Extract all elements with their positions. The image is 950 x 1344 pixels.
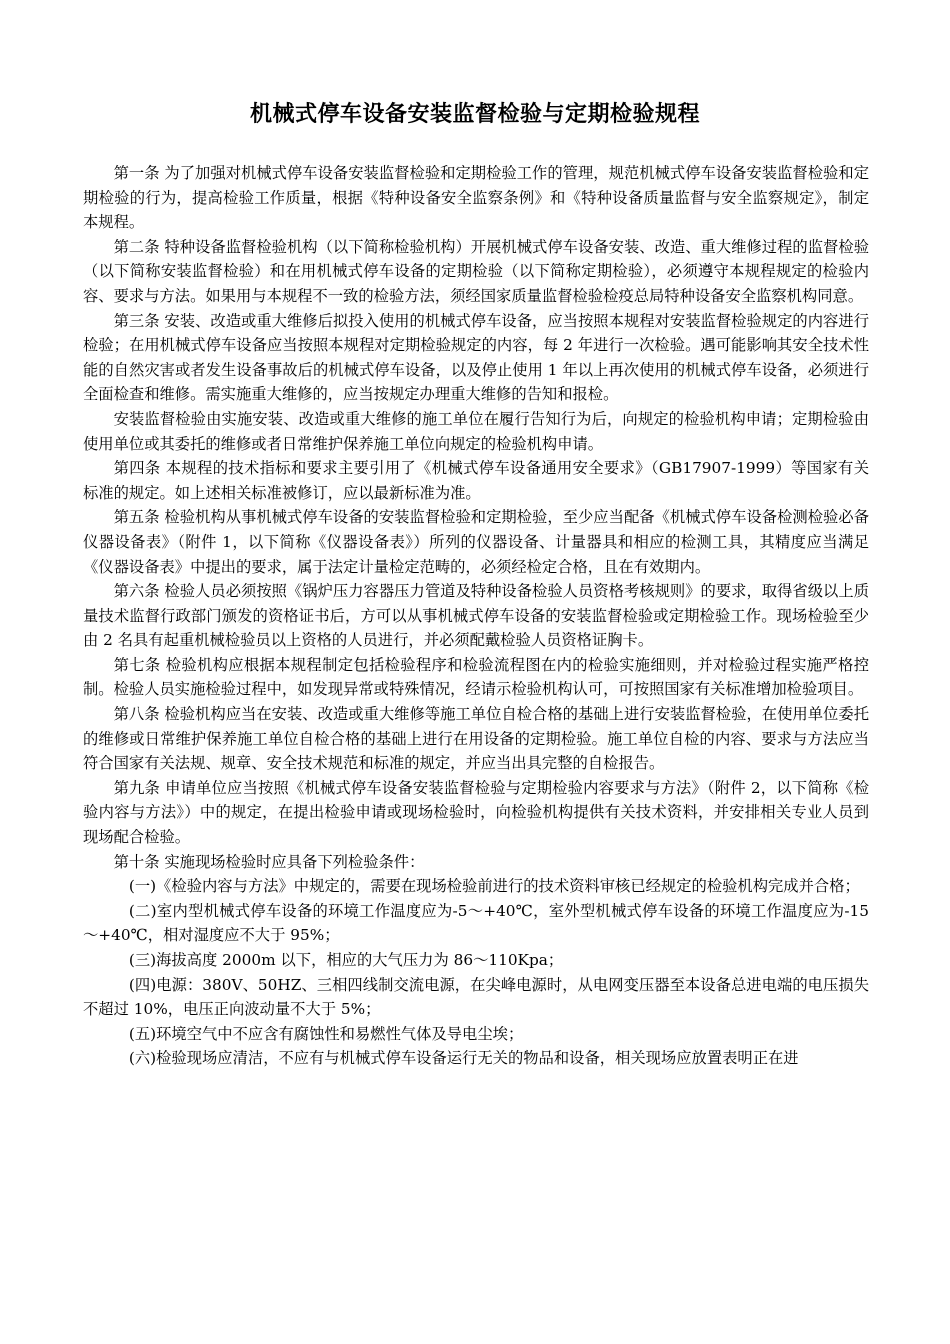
article-3-continuation-paragraph: 安装监督检验由实施安装、改造或重大维修的施工单位在履行告知行为后，向规定的检验机构申请；定期检验由使用单位或其委托的维修或者日常维护保养施工单位向规定的检验机构申请。 xyxy=(83,409,869,453)
article-9-paragraph: 第九条 申请单位应当按照《机械式停车设备安装监督检验与定期检验内容要求与方法》（附件 2，以下简称《检验内容与方法》）中的规定，在提出检验申请或现场检验时，向检验机构提供有关技术资料，并安排相关专业人员到现场配合检验。 xyxy=(83,778,869,847)
article-5-paragraph: 第五条 检验机构从事机械式停车设备的安装监督检验和定期检验，至少应当配备《机械式停车设备检测检验必备仪器设备表》（附件 1，以下简称《仪器设备表》）所列的仪器设备、计量器具和相应的检测工具，其精度应当满足《仪器设备表》中提出的要求，属于法定计量检定范畴的，必须经检定合格，且在有效期内。 xyxy=(83,508,869,576)
article-8-paragraph: 第八条 检验机构应当在安装、改造或重大维修等施工单位自检合格的基础上进行安装监督检验，在使用单位委托的维修或日常维护保养施工单位自检合格的基础上进行在用设备的定期检验。施工单位自检的内容、要求与方法应当符合国家有关法规、规章、安全技术规范和标准的规定，并应当出具完整的自检报告。 xyxy=(83,705,869,773)
article-10-paragraph: 第十条 实施现场检验时应具备下列检验条件： xyxy=(113,852,425,871)
article-2-paragraph: 第二条 特种设备监督检验机构（以下简称检验机构）开展机械式停车设备安装、改造、重大维修过程的监督检验（以下简称安装监督检验）和在用机械式停车设备的定期检验（以下简称定期检验），必须遵守本规程规定的检验内容、要求与方法。如果用与本规程不一致的检验方法，须经国家质量监督检验检疫总局特种设备安全监察机构同意。 xyxy=(83,237,869,305)
condition-4: (四)电源：380V、50HZ、三相四线制交流电源，在尖峰电源时，从电网变压器至本设备总进电端的电压损失不超过 10%，电压正向波动量不大于 5%； xyxy=(83,975,869,1019)
condition-5: (五)环境空气中不应含有腐蚀性和易燃性气体及导电尘埃； xyxy=(128,1024,524,1043)
article-6-paragraph: 第六条 检验人员必须按照《锅炉压力容器压力管道及特种设备检验人员资格考核规则》的要求，取得省级以上质量技术监督行政部门颁发的资格证书后，方可以从事机械式停车设备的安装监督检验或定期检验工作。现场检验至少由 2 名具有起重机械检验员以上资格的人员进行，并必须配戴检验人员资格证胸卡。 xyxy=(83,582,869,650)
article-7-paragraph: 第七条 检验机构应根据本规程制定包括检验程序和检验流程图在内的检验实施细则，并对检验过程实施严格控制。检验人员实施检验过程中，如发现异常或特殊情况，经请示检验机构认可，可按照国家有关标准增加检验项目。 xyxy=(83,655,869,699)
condition-3: (三)海拔高度 2000m 以下，相应的大气压力为 86～110Kpa； xyxy=(128,951,564,969)
condition-2: (二)室内型机械式停车设备的环境工作温度应为-5～+40℃，室外型机械式停车设备的环境工作温度应为-15～+40℃，相对湿度应不大于 95%； xyxy=(83,901,869,945)
condition-1: (一)《检验内容与方法》中规定的，需要在现场检验前进行的技术资料审核已经规定的检验机构完成并合格； xyxy=(128,877,860,896)
document-title: 机械式停车设备安装监督检验与定期检验规程 xyxy=(249,101,700,127)
article-4-paragraph: 第四条 本规程的技术指标和要求主要引用了《机械式停车设备通用安全要求》（GB17907-1999）等国家有关标准的规定。如上述相关标准被修订，应以最新标准为准。 xyxy=(83,459,869,502)
condition-6: (六)检验现场应清洁，不应有与机械式停车设备运行无关的物品和设备，相关现场应放置表明正在进 xyxy=(128,1049,799,1068)
article-1-paragraph: 第一条 为了加强对机械式停车设备安装监督检验和定期检验工作的管理，规范机械式停车设备安装监督检验和定期检验的行为，提高检验工作质量，根据《特种设备安全监察条例》和《特种设备质量监督与安全监察规定》，制定本规程。 xyxy=(83,164,869,232)
article-3-paragraph: 第三条 安装、改造或重大维修后拟投入使用的机械式停车设备，应当按照本规程对安装监督检验规定的内容进行检验；在用机械式停车设备应当按照本规程对定期检验规定的内容，每 2 年进行一次检验。遇可能影响其安全技术性能的自然灾害或者发生设备事故后的机械式停车设备，以及停止使用 1 年以上再次使用的机械式停车设备，必须进行全面检查和维修。需实施重大维修的，应当按规定办理重大维修的告知和报检。 xyxy=(83,311,869,404)
document-body xyxy=(83,161,869,1071)
